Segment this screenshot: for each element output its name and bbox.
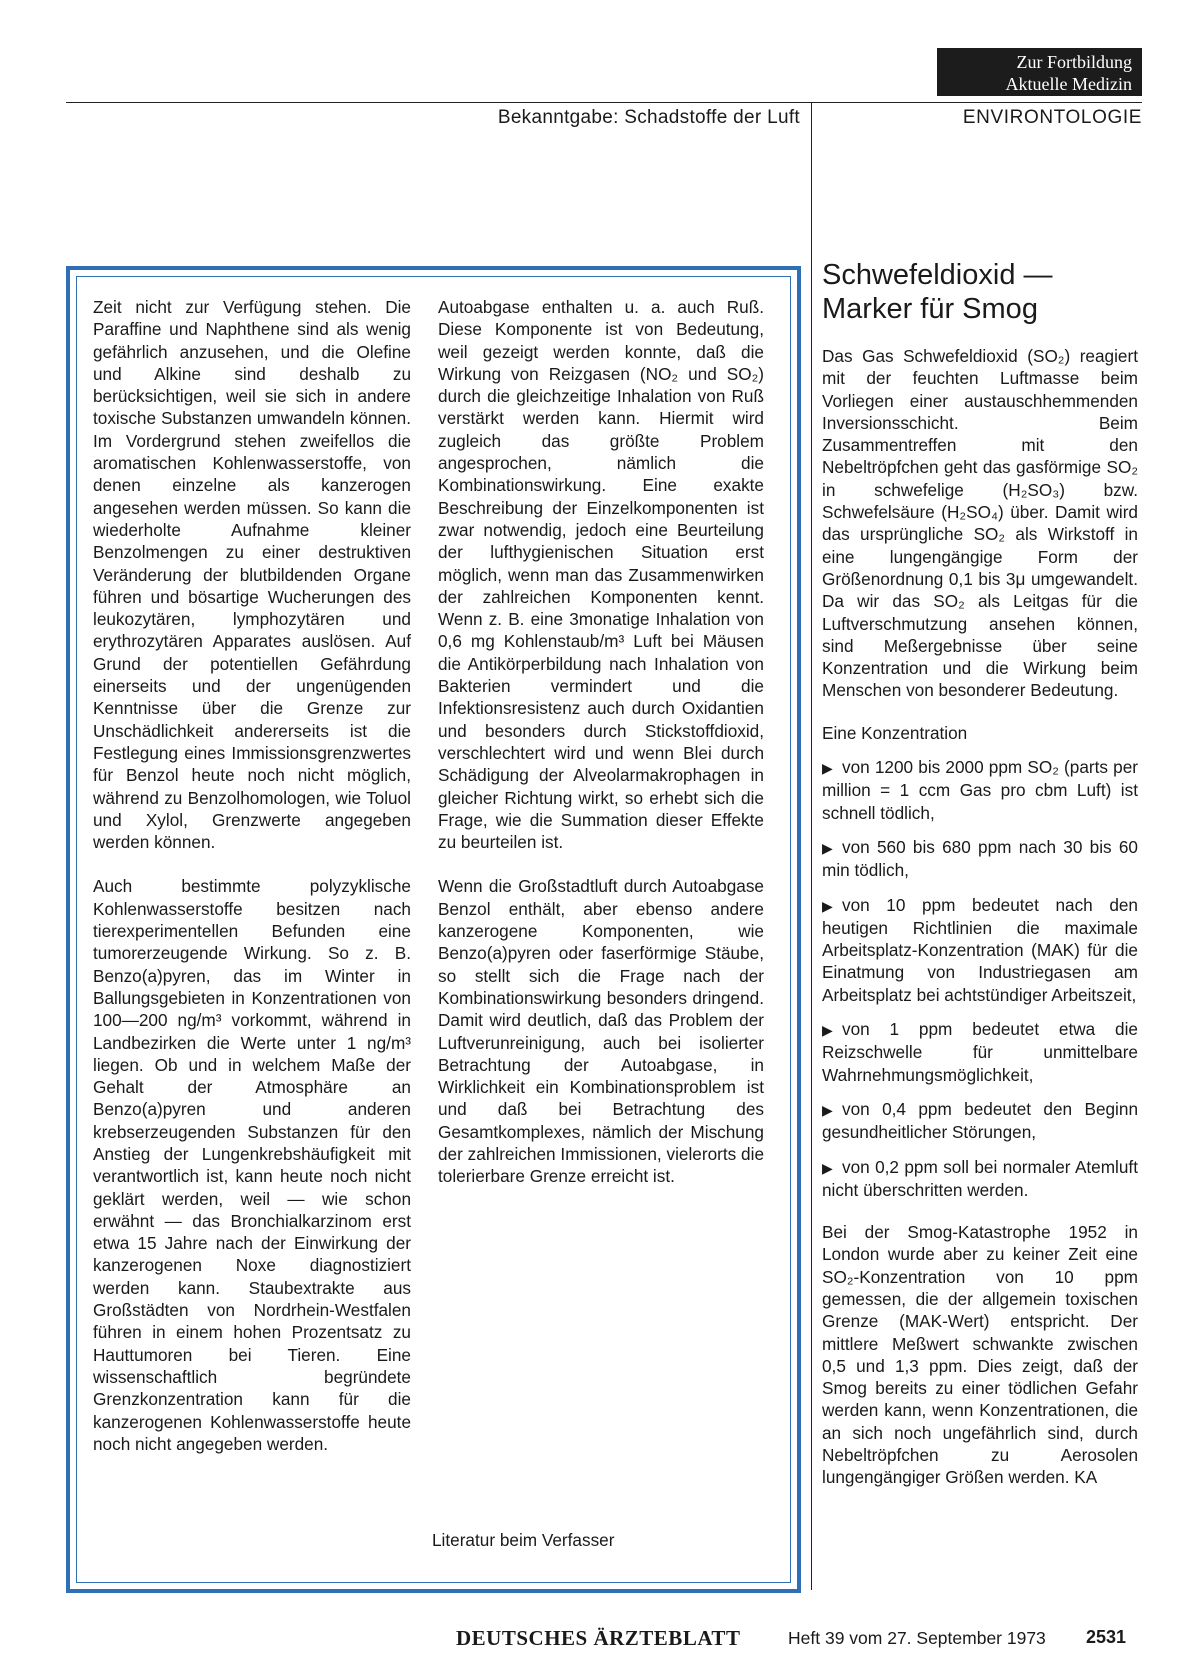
triangle-bullet-icon: ▶: [822, 1101, 833, 1118]
list-item: ▶ von 1 ppm bedeutet etwa die Reizschwelle für unmittelbare Wahrnehmungsmöglichkeit,: [822, 1019, 1138, 1085]
column-divider: [811, 103, 812, 1590]
running-header-section: ENVIRONTOLOGIE: [962, 107, 1142, 128]
badge-line-1: Zur Fortbildung: [1016, 52, 1132, 72]
literature-note: Literatur beim Verfasser: [432, 1530, 615, 1550]
sidebar-title-line-1: Schwefeldioxid —: [822, 259, 1053, 291]
sidebar-column: [822, 345, 1138, 1489]
issue-date: Heft 39 vom 27. September 1973: [788, 1628, 1046, 1648]
section-badge: [937, 48, 1142, 96]
triangle-bullet-icon: ▶: [822, 1022, 833, 1039]
triangle-bullet-icon: ▶: [822, 1159, 833, 1176]
article-column-1: [93, 296, 411, 1455]
journal-name: DEUTSCHES ÄRZTEBLATT: [456, 1626, 741, 1650]
article-column-2: [438, 296, 764, 1188]
triangle-bullet-icon: ▶: [822, 897, 833, 914]
sidebar-closing: Bei der Smog-Katastrophe 1952 in London wurde aber zu keiner Zeit eine SO₂-Konzentration von 10 ppm gemessen, die der allgemein toxischen Grenze (MAK-Wert) entspricht. Der mittlere Meßwert schwankte zwischen 0,5 und 1,3 ppm. Dies zeigt, daß der Smog bereits zu einer tödlichen Gefahr werden kann, wenn Konzentrationen, die an sich noch ungefährlich sind, durch Nebeltröpfchen zu Aerosolen lungengängiger Größen werden. KA: [822, 1222, 1138, 1488]
paragraph: Auch bestimmte polyzyklische Kohlenwasserstoffe besitzen nach tierexperimentellen Befunden eine tumorerzeugende Wirkung. So z. B. Benzo(a)pyren, das im Winter in Ballungsgebieten in Konzentrationen von 100—200 ng/m³ vorkommt, während in Landbezirken die Werte unter 1 ng/m³ liegen. Ob und in welchem Maße der Gehalt der Atmosphäre an Benzo(a)pyren und anderen krebserzeugenden Substanzen für den Anstieg der Lungenkrebshäufigkeit mit verantwortlich ist, kann heute noch nicht geklärt werden, weil — wie schon erwähnt — das Bronchialkarzinom erst etwa 15 Jahre nach der Einwirkung der kanzerogenen Noxe diagnostiziert werden kann. Staubextrakte aus Großstädten von Nordrhein-Westfalen führen in einem hohen Prozentsatz zu Hauttumoren bei Tieren. Eine wissenschaftlich begründete Grenzkonzentration kann für die kanzerogenen Kohlenwasserstoffe heute noch nicht angegeben werden.: [93, 876, 411, 1454]
list-item: ▶ von 10 ppm bedeutet nach den heutigen Richtlinien die maximale Arbeitsplatz-Konzentration (MAK) für die Einatmung von Industriegasen am Arbeitsplatz bei achtstündiger Arbeitszeit,: [822, 894, 1138, 1005]
paragraph: Wenn die Großstadtluft durch Autoabgase Benzol enthält, aber ebenso andere kanzerogene Komponenten, wie Benzo(a)pyren oder faserförmige Stäube, so stellt sich die Frage nach der Kombinationswirkung besonders dringend. Damit wird deutlich, daß das Problem der Luftverunreinigung, auch bei isolierter Betrachtung der Autoabgase, in Wirklichkeit ein Kombinationsproblem ist und daß bei Betrachtung des Gesamtkomplexes, nämlich der Mischung der zahlreichen Immissionen, vielerorts die tolerierbare Grenze erreicht ist.: [438, 876, 764, 1187]
sidebar-title-line-2: Marker für Smog: [822, 293, 1038, 325]
list-item: ▶ von 1200 bis 2000 ppm SO₂ (parts per million = 1 ccm Gas pro cbm Luft) ist schnell tödlich,: [822, 757, 1138, 823]
badge-line-2: Aktuelle Medizin: [1005, 74, 1132, 94]
triangle-bullet-icon: ▶: [822, 839, 833, 856]
paragraph: Autoabgase enthalten u. a. auch Ruß. Diese Komponente ist von Bedeutung, weil gezeigt werden konnte, daß die Wirkung von Reizgasen (NO₂ und SO₂) durch die gleichzeitige Inhalation von Ruß verstärkt werden kann. Hiermit wird zugleich das größte Problem angesprochen, nämlich die Kombinationswirkung. Eine exakte Beschreibung der Einzelkomponenten ist zwar notwendig, jedoch eine Beurteilung der lufthygienischen Situation erst möglich, wenn man das Zusammenwirken der zahlreichen Komponenten kennt. Wenn z. B. eine 3monatige Inhalation von 0,6 mg Kohlenstaub/m³ Luft bei Mäusen die Antikörperbildung nach Inhalation von Bakterien vermindert und die Infektionsresistenz auch durch Oxidantien und besonders durch Stickstoffdioxid, verschlechtert wird und wenn Blei durch Schädigung der Alveolarmakrophagen in gleicher Richtung wirkt, so erhebt sich die Frage, wie die Summation dieser Effekte zu beurteilen ist.: [438, 297, 764, 853]
header-rule: [66, 102, 1142, 103]
list-intro: Eine Konzentration: [822, 722, 968, 743]
sidebar-intro: Das Gas Schwefeldioxid (SO₂) reagiert mit der feuchten Luftmasse beim Vorliegen einer austauschhemmenden Inversionsschicht. Beim Zusammentreffen mit den Nebeltröpfchen geht das gasförmige SO₂ in schwefelige (H₂SO₃) bzw. Schwefelsäure (H₂SO₄) über. Damit wird das ursprüngliche SO₂ als Wirkstoff in eine lungengängige Form der Größenordnung 0,1 bis 3μ umgewandelt. Da wir das SO₂ als Leitgas für die Luftverschmutzung ansehen können, sind Meßergebnisse über seine Konzentration und die Wirkung beim Menschen von besonderer Bedeutung.: [822, 346, 1138, 701]
running-header-topic: Bekanntgabe: Schadstoffe der Luft: [497, 107, 800, 128]
list-item: ▶ von 0,2 ppm soll bei normaler Atemluft nicht überschritten werden.: [822, 1156, 1138, 1200]
page-number: 2531: [1086, 1627, 1127, 1647]
list-item: ▶ von 560 bis 680 ppm nach 30 bis 60 min tödlich,: [822, 836, 1138, 881]
list-item: ▶ von 0,4 ppm bedeutet den Beginn gesundheitlicher Störungen,: [822, 1098, 1138, 1143]
sidebar-title: [822, 258, 1142, 326]
triangle-bullet-icon: ▶: [822, 760, 833, 777]
paragraph: Zeit nicht zur Verfügung stehen. Die Paraffine und Naphthene sind als wenig gefährlich anzusehen, und die Olefine und Alkine sind deshalb zu berücksichtigen, weil sie sich in andere toxische Substanzen umwandeln können. Im Vordergrund stehen zweifellos die aromatischen Kohlenwasserstoffe, von denen einzelne als kanzerogen angesehen werden müssen. So kann die wiederholte Aufnahme kleiner Benzolmengen zu einer destruktiven Veränderung der blutbildenden Organe führen und bösartige Wucherungen des leukozytären, lymphozytären und erythrozytären Apparates auslösen. Auf Grund der potentiellen Gefährdung einerseits und der ungenügenden Kenntnisse über die Grenze zur Unschädlichkeit andererseits ist die Festlegung eines Immissionsgrenzwertes für Benzol heute noch nicht möglich, während zu Benzolhomologen, wie Toluol und Xylol, Grenzwerte angegeben werden können.: [93, 297, 411, 853]
